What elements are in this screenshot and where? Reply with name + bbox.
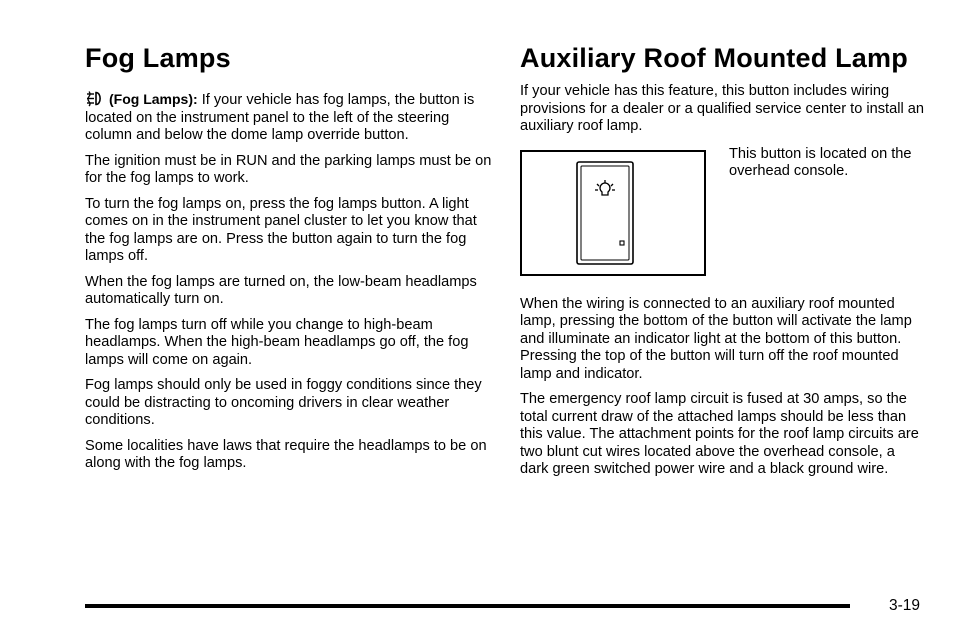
roof-lamp-figure	[520, 146, 925, 286]
roof-lamp-heading: Auxiliary Roof Mounted Lamp	[520, 43, 908, 73]
page-number: 3-19	[888, 597, 920, 614]
roof-lamp-body	[520, 83, 925, 487]
fog-lamp-icon	[85, 90, 105, 107]
fog-lamps-heading: Fog Lamps	[85, 43, 231, 73]
fog-lamps-lead-paragraph	[85, 90, 495, 145]
footer-rule	[85, 604, 850, 608]
fog-lamps-paragraph: To turn the fog lamps on, press the fog lamps button. A light comes on in the instrument panel cluster to let you know that the fog lamps are on. Press the button again to turn the fog lamps off.	[85, 195, 477, 264]
fog-lamps-label: (Fog Lamps):	[109, 91, 198, 107]
roof-lamp-paragraph: When the wiring is connected to an auxiliary roof mounted lamp, pressing the bottom of the button will activate the lamp and illuminate an indicator light at the bottom of this button. Pressing the top of the button will turn off the roof mounted lamp and indicator.	[520, 295, 912, 382]
fog-lamps-paragraph: The ignition must be in RUN and the parking lamps must be on for the fog lamps to work.	[85, 152, 492, 186]
fog-lamps-paragraph: The fog lamps turn off while you change to high-beam headlamps. When the high-beam headlamps go off, the fog lamps will come on again.	[85, 316, 469, 368]
fog-lamps-lead-text: If your vehicle has fog lamps, the button is located on the instrument panel to the left of the steering column and below the dome lamp override button.	[85, 92, 475, 143]
fog-lamps-body	[85, 90, 495, 481]
fog-lamps-paragraph: Fog lamps should only be used in foggy conditions since they could be distracting to oncoming drivers in clear weather conditions.	[85, 377, 482, 428]
fog-lamps-paragraph: When the fog lamps are turned on, the low-beam headlamps automatically turn on.	[85, 273, 477, 307]
roof-lamp-intro: If your vehicle has this feature, this button includes wiring provisions for a dealer or a qualified service center to install an auxiliary roof lamp.	[520, 83, 924, 134]
roof-lamp-button-icon	[520, 150, 706, 276]
roof-lamp-figure-caption: This button is located on the overhead console.	[729, 145, 912, 179]
fog-lamps-paragraph: Some localities have laws that require the headlamps to be on along with the fog lamps.	[85, 437, 487, 471]
roof-lamp-paragraph: The emergency roof lamp circuit is fused at 30 amps, so the total current draw of the attached lamps should be less than this value. The attachment points for the roof lamp circuits are two blunt cut wires located above the overhead console, a dark green switched power wire and a black ground wire.	[520, 391, 919, 477]
